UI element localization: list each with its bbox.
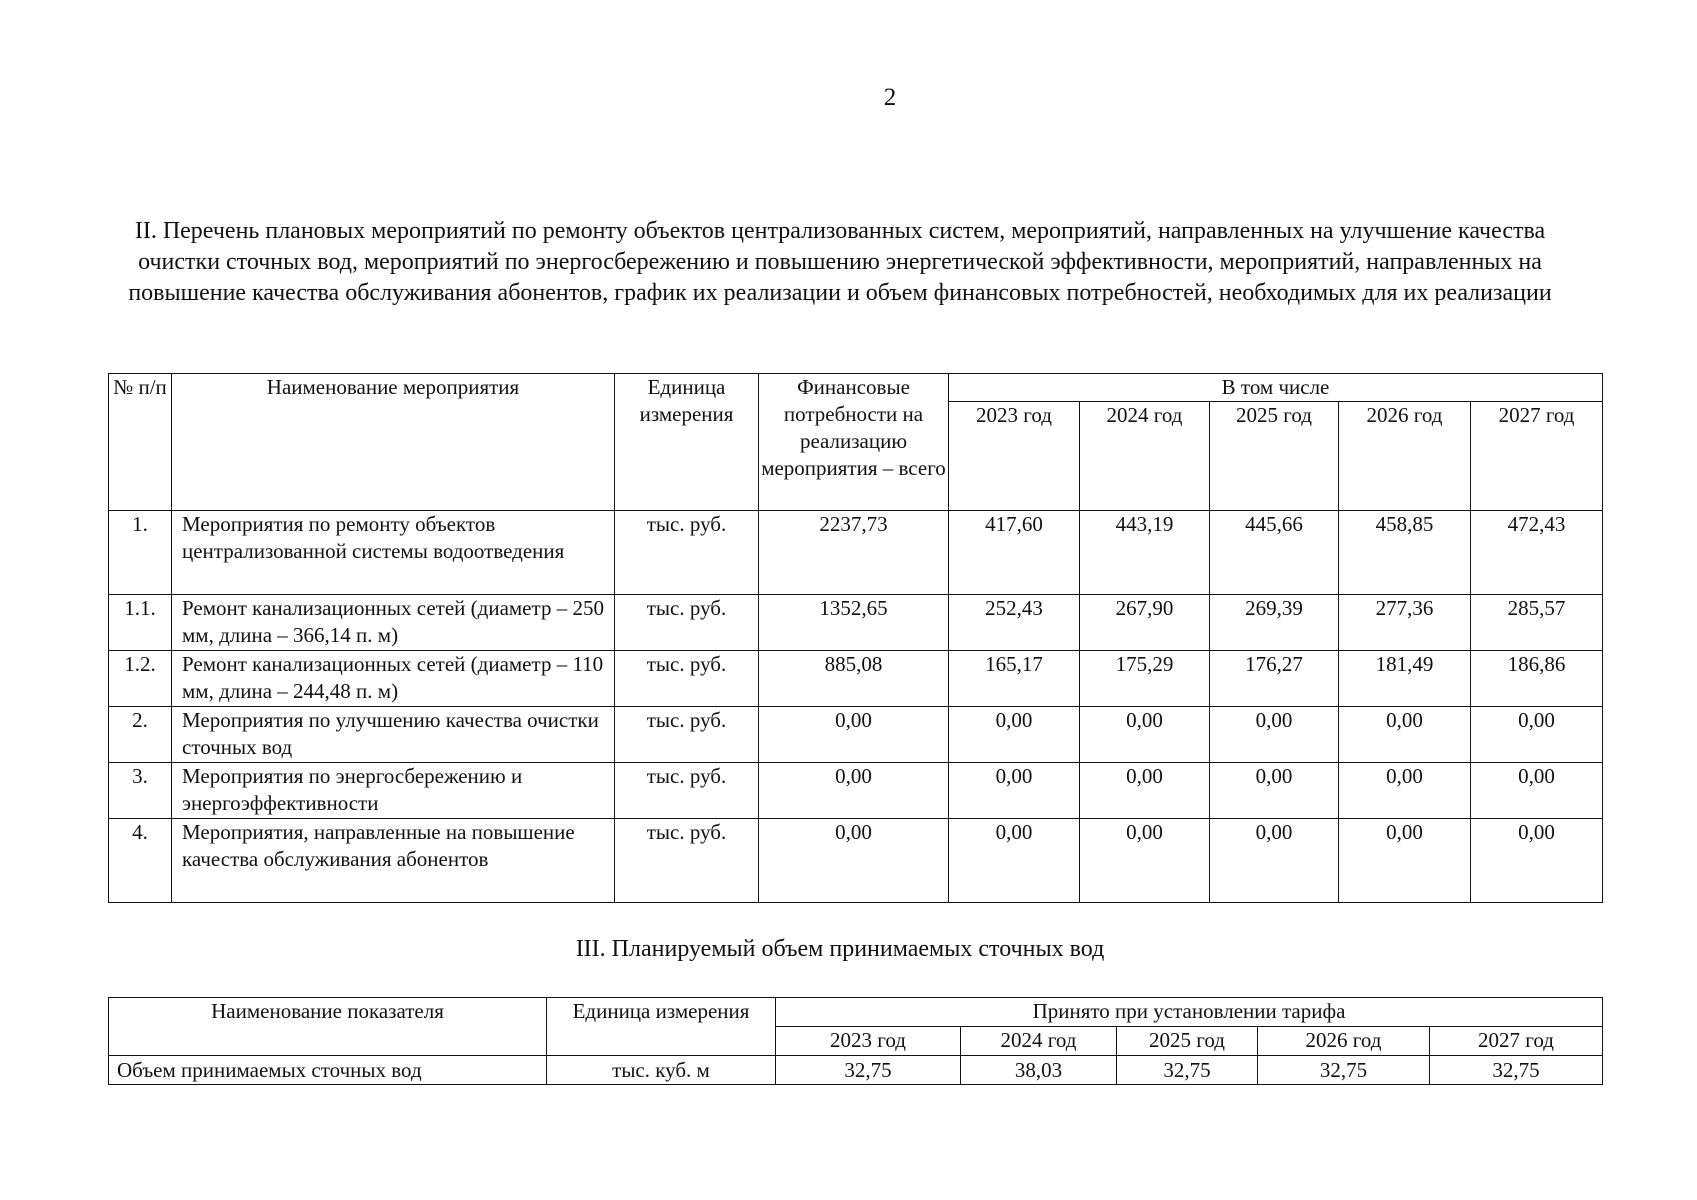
header-year: 2027 год bbox=[1430, 1027, 1603, 1056]
row-unit: тыс. куб. м bbox=[547, 1056, 776, 1085]
row-value: 0,00 bbox=[1210, 819, 1339, 903]
row-value: 0,00 bbox=[1339, 707, 1471, 763]
row-num: 1.2. bbox=[109, 651, 172, 707]
row-name: Ремонт канализационных сетей (диаметр – 250 мм, длина – 366,14 п. м) bbox=[172, 595, 615, 651]
header-unit: Единица измерения bbox=[615, 374, 759, 511]
table-row bbox=[109, 651, 1603, 707]
row-value: 38,03 bbox=[961, 1056, 1117, 1085]
table-row bbox=[109, 707, 1603, 763]
row-value: 32,75 bbox=[1430, 1056, 1603, 1085]
header-num: № п/п bbox=[109, 374, 172, 511]
row-value: 32,75 bbox=[776, 1056, 961, 1085]
header-year: 2027 год bbox=[1471, 402, 1603, 511]
row-value: 0,00 bbox=[1080, 763, 1210, 819]
header-year: 2023 год bbox=[776, 1027, 961, 1056]
row-value: 445,66 bbox=[1210, 511, 1339, 595]
row-value: 285,57 bbox=[1471, 595, 1603, 651]
row-value: 181,49 bbox=[1339, 651, 1471, 707]
row-total: 0,00 bbox=[759, 763, 949, 819]
row-unit: тыс. руб. bbox=[615, 707, 759, 763]
table-row bbox=[109, 1056, 1603, 1085]
row-value: 269,39 bbox=[1210, 595, 1339, 651]
row-value: 32,75 bbox=[1258, 1056, 1430, 1085]
row-unit: тыс. руб. bbox=[615, 651, 759, 707]
header-year: 2023 год bbox=[949, 402, 1080, 511]
row-value: 0,00 bbox=[1471, 763, 1603, 819]
row-num: 1.1. bbox=[109, 595, 172, 651]
table-row bbox=[109, 511, 1603, 595]
row-total: 885,08 bbox=[759, 651, 949, 707]
row-value: 0,00 bbox=[1339, 763, 1471, 819]
row-name: Мероприятия по ремонту объектов централизованной системы водоотведения bbox=[172, 511, 615, 595]
row-total: 0,00 bbox=[759, 707, 949, 763]
row-name: Объем принимаемых сточных вод bbox=[109, 1056, 547, 1085]
row-value: 32,75 bbox=[1117, 1056, 1258, 1085]
header-year: 2025 год bbox=[1117, 1027, 1258, 1056]
header-name: Наименование мероприятия bbox=[172, 374, 615, 511]
row-num: 2. bbox=[109, 707, 172, 763]
row-value: 0,00 bbox=[949, 819, 1080, 903]
row-value: 0,00 bbox=[949, 763, 1080, 819]
row-value: 186,86 bbox=[1471, 651, 1603, 707]
table-row bbox=[109, 763, 1603, 819]
activities-table bbox=[108, 373, 1603, 903]
row-value: 472,43 bbox=[1471, 511, 1603, 595]
row-value: 0,00 bbox=[1471, 819, 1603, 903]
row-value: 277,36 bbox=[1339, 595, 1471, 651]
header-year: 2024 год bbox=[1080, 402, 1210, 511]
row-value: 175,29 bbox=[1080, 651, 1210, 707]
header-total: Финансовые потребности на реализацию мероприятия – всего bbox=[759, 374, 949, 511]
header-year: 2025 год bbox=[1210, 402, 1339, 511]
header-group: В том числе bbox=[949, 374, 1603, 402]
row-value: 267,90 bbox=[1080, 595, 1210, 651]
row-unit: тыс. руб. bbox=[615, 819, 759, 903]
row-value: 252,43 bbox=[949, 595, 1080, 651]
row-num: 4. bbox=[109, 819, 172, 903]
row-name: Мероприятия по улучшению качества очистки сточных вод bbox=[172, 707, 615, 763]
header-year: 2024 год bbox=[961, 1027, 1117, 1056]
row-value: 176,27 bbox=[1210, 651, 1339, 707]
row-value: 0,00 bbox=[1471, 707, 1603, 763]
wastewater-volume-table bbox=[108, 997, 1603, 1085]
section-2-title: II. Перечень плановых мероприятий по ремонту объектов централизованных систем, мероприятий, направленных на улучшение качества очистки сточных вод, мероприятий по энергосбережению и повышению энергетической эффективности, мероприятий, направленных на повышение качества обслуживания абонентов, график их реализации и объем финансовых потребностей, необходимых для их реализации bbox=[128, 218, 1552, 306]
page-number: 2 bbox=[883, 84, 897, 111]
row-value: 0,00 bbox=[1080, 819, 1210, 903]
row-total: 2237,73 bbox=[759, 511, 949, 595]
row-num: 1. bbox=[109, 511, 172, 595]
row-name: Мероприятия, направленные на повышение качества обслуживания абонентов bbox=[172, 819, 615, 903]
row-value: 165,17 bbox=[949, 651, 1080, 707]
row-value: 0,00 bbox=[1080, 707, 1210, 763]
row-total: 1352,65 bbox=[759, 595, 949, 651]
row-name: Мероприятия по энергосбережению и энергоэффективности bbox=[172, 763, 615, 819]
header-group: Принято при установлении тарифа bbox=[776, 998, 1603, 1027]
row-value: 0,00 bbox=[949, 707, 1080, 763]
header-unit: Единица измерения bbox=[547, 998, 776, 1056]
row-unit: тыс. руб. bbox=[615, 763, 759, 819]
row-value: 443,19 bbox=[1080, 511, 1210, 595]
row-unit: тыс. руб. bbox=[615, 595, 759, 651]
row-total: 0,00 bbox=[759, 819, 949, 903]
row-num: 3. bbox=[109, 763, 172, 819]
row-value: 0,00 bbox=[1210, 707, 1339, 763]
row-value: 417,60 bbox=[949, 511, 1080, 595]
row-name: Ремонт канализационных сетей (диаметр – 110 мм, длина – 244,48 п. м) bbox=[172, 651, 615, 707]
header-year: 2026 год bbox=[1258, 1027, 1430, 1056]
header-indicator: Наименование показателя bbox=[109, 998, 547, 1056]
header-year: 2026 год bbox=[1339, 402, 1471, 511]
row-unit: тыс. руб. bbox=[615, 511, 759, 595]
row-value: 0,00 bbox=[1339, 819, 1471, 903]
table-row bbox=[109, 595, 1603, 651]
section-3-title: III. Планируемый объем принимаемых сточных вод bbox=[575, 936, 1105, 962]
row-value: 458,85 bbox=[1339, 511, 1471, 595]
table-row bbox=[109, 819, 1603, 903]
row-value: 0,00 bbox=[1210, 763, 1339, 819]
